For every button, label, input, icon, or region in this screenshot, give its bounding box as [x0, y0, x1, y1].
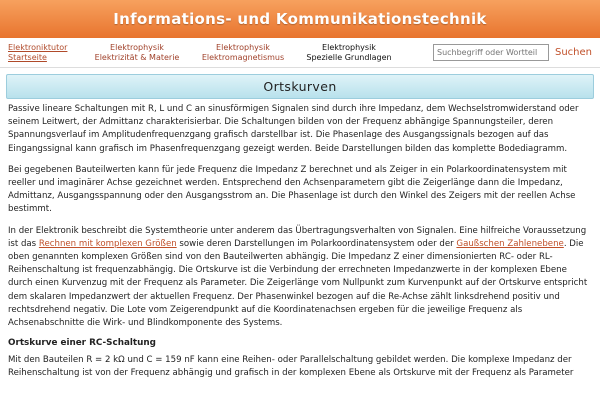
- nav-item-line: Elektromagnetismus: [201, 52, 285, 62]
- page-title-bar: [6, 74, 594, 99]
- nav-item-line: Elektrophysik: [216, 43, 270, 52]
- text-span: In der Elektronik beschreibt die Systemtheorie unter anderem das Übertragungsverhalten von Signalen. Eine hilfreiche Voraussetzung ist das: [8, 225, 587, 249]
- search-input[interactable]: [433, 44, 549, 61]
- search-button[interactable]: Suchen: [554, 47, 592, 58]
- nav-item-elektromagnetismus[interactable]: [190, 43, 296, 62]
- main-content: [0, 103, 600, 381]
- nav-item-line: Elektrizität & Materie: [94, 52, 180, 62]
- link-gausssche-zahlenebene[interactable]: Gaußschen Zahlenebene: [456, 238, 564, 249]
- link-komplexe-groessen[interactable]: Rechnen mit komplexen Größen: [38, 238, 177, 249]
- nav-item-elektrizitaet[interactable]: [84, 43, 190, 62]
- nav-item-line: Elektrophysik: [110, 43, 164, 52]
- section-heading: Ortskurve einer RC-Schaltung: [8, 338, 156, 349]
- text-span: . Die oben genannten komplexen Größen sind von den Bauteilwerten abhängig. Die Impedanz Z einer dimensionierten RC- oder RL-Reihenschaltung ist frequenzabhängig. Die Ortskurve ist die Verbindung der errechneten Impedanzwerte in der komplexen Ebene durch einen Kurvenzug mit der Frequenz als Parameter. Die Zeigerlänge vom Nullpunkt zum Kurvenpunkt auf der Ortskurve entspricht dem skalaren Impedanzwert der aktuellen Frequenz. Der Phasenwinkel bezogen auf die Re-Achse zählt linksdrehend positiv und rechtsdrehend negativ. Die Lote vom Zeigerendpunkt auf die Koordinatenachsen ergeben für die jeweilige Frequenz als Achsenabschnitte die Wirk- und Blindkomponente des Systems.: [8, 238, 588, 329]
- nav-item-line: Elektroniktutor: [8, 43, 68, 52]
- nav-item-line: Elektrophysik: [322, 43, 376, 52]
- paragraph-polar: Bei gegebenen Bauteilwerten kann für jede Frequenz die Impedanz Z berechnet und als Zeiger in ein Polarkoordinatensystem mit reeller und imaginärer Achse gezeichnet werden. Entsprechend den Achsenparametern gibt die Zeigerlänge dann die Impedanz, Admittanz, Ausgangsspannung oder den Ausgangsstrom an. Die Phasenlage ist durch den Winkel des Zeigers mit der reellen Achse bestimmt.: [8, 164, 576, 215]
- page-title: Ortskurven: [263, 79, 337, 94]
- nav-item-startseite[interactable]: [8, 43, 84, 62]
- paragraph-rc: Mit den Bauteilen R = 2 kΩ und C = 159 nF kann eine Reihen- oder Parallelschaltung gebildet werden. Die komplexe Impedanz der Reihenschaltung ist von der Frequenz abhängig und grafisch in der komplexen Ebene als Ortskurve mit der Frequenz als Parameter: [8, 355, 574, 379]
- text-span: sowie deren Darstellungen im Polarkoordinatensystem oder der: [176, 238, 457, 249]
- search-area: [433, 44, 592, 61]
- site-title: Informations- und Kommunikationstechnik: [113, 10, 487, 28]
- nav-item-spezielle-grundlagen[interactable]: [296, 43, 402, 62]
- nav-item-line: Startseite: [8, 52, 47, 62]
- paragraph-systemtheorie: [8, 225, 592, 331]
- nav-item-line: Spezielle Grundlagen: [306, 52, 392, 62]
- site-header: [0, 0, 600, 38]
- nav-bar: [0, 38, 600, 68]
- paragraph-intro: Passive lineare Schaltungen mit R, L und C an sinusförmigen Signalen sind durch ihre Impedanz, dem Wechselstromwiderstand oder seinem Leitwert, der Admittanz charakterisierbar. Die Schaltungen bilden von der Frequenz abhängige Spannungsteiler, deren Spannungsverlauf im Amplitudenfrequenzgang grafisch darstellbar ist. Die Phasenlage des Ausgangssignals bezogen auf das Eingangssignal kann grafisch im Phasenfrequenzgang gezeigt werden. Beide Darstellungen bilden das komplette Bodediagramm.: [8, 104, 579, 154]
